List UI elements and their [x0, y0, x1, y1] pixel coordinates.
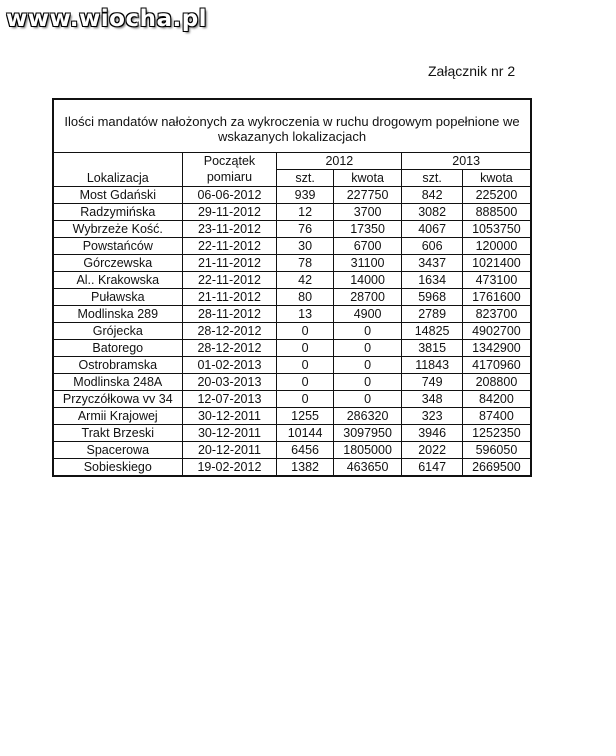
- cell-count-2012: 10144: [277, 425, 333, 442]
- cell-amount-2013: 1342900: [462, 340, 531, 357]
- table-row: [53, 374, 531, 391]
- cell-count-2013: 3946: [402, 425, 463, 442]
- cell-start-date: 21-11-2012: [182, 255, 277, 272]
- cell-start-date: 30-12-2011: [182, 425, 277, 442]
- cell-count-2012: 1382: [277, 459, 333, 477]
- cell-amount-2012: 17350: [333, 221, 402, 238]
- table-title: Ilości mandatów nałożonych za wykroczenia w ruchu drogowym popełnione we wskazanych lokalizacjach: [53, 99, 531, 153]
- cell-start-date: 23-11-2012: [182, 221, 277, 238]
- cell-start-date: 06-06-2012: [182, 187, 277, 204]
- cell-count-2012: 0: [277, 391, 333, 408]
- header-count-2013: szt.: [402, 170, 463, 187]
- cell-location: Spacerowa: [53, 442, 182, 459]
- cell-amount-2013: 1021400: [462, 255, 531, 272]
- cell-count-2013: 348: [402, 391, 463, 408]
- cell-amount-2013: 1252350: [462, 425, 531, 442]
- cell-location: Al.. Krakowska: [53, 272, 182, 289]
- cell-amount-2013: 888500: [462, 204, 531, 221]
- cell-start-date: 22-11-2012: [182, 272, 277, 289]
- cell-amount-2013: 1761600: [462, 289, 531, 306]
- cell-start-date: 22-11-2012: [182, 238, 277, 255]
- table-row: [53, 408, 531, 425]
- cell-amount-2012: 0: [333, 374, 402, 391]
- cell-amount-2012: 6700: [333, 238, 402, 255]
- cell-amount-2013: 84200: [462, 391, 531, 408]
- cell-location: Modlinska 248A: [53, 374, 182, 391]
- cell-location: Modlinska 289: [53, 306, 182, 323]
- header-location: Lokalizacja: [53, 153, 182, 187]
- cell-count-2013: 2022: [402, 442, 463, 459]
- cell-amount-2013: 4170960: [462, 357, 531, 374]
- table-row: [53, 425, 531, 442]
- site-watermark: www.wiocha.pl: [6, 6, 208, 32]
- cell-start-date: 28-12-2012: [182, 340, 277, 357]
- table-row: [53, 442, 531, 459]
- cell-amount-2012: 4900: [333, 306, 402, 323]
- header-year-2012: 2012: [277, 153, 402, 170]
- table-row: [53, 238, 531, 255]
- cell-location: Radzymińska: [53, 204, 182, 221]
- table-row: [53, 221, 531, 238]
- cell-amount-2013: 4902700: [462, 323, 531, 340]
- cell-start-date: 28-12-2012: [182, 323, 277, 340]
- cell-amount-2013: 1053750: [462, 221, 531, 238]
- cell-count-2013: 1634: [402, 272, 463, 289]
- cell-amount-2012: 463650: [333, 459, 402, 477]
- cell-count-2013: 842: [402, 187, 463, 204]
- cell-count-2013: 606: [402, 238, 463, 255]
- cell-count-2013: 2789: [402, 306, 463, 323]
- cell-location: Przyczółkowa vv 34: [53, 391, 182, 408]
- cell-location: Trakt Brzeski: [53, 425, 182, 442]
- cell-count-2013: 4067: [402, 221, 463, 238]
- cell-count-2012: 1255: [277, 408, 333, 425]
- cell-amount-2013: 2669500: [462, 459, 531, 477]
- cell-count-2013: 749: [402, 374, 463, 391]
- cell-start-date: 30-12-2011: [182, 408, 277, 425]
- cell-location: Wybrzeże Kość.: [53, 221, 182, 238]
- cell-location: Sobieskiego: [53, 459, 182, 477]
- cell-amount-2013: 473100: [462, 272, 531, 289]
- cell-start-date: 12-07-2013: [182, 391, 277, 408]
- cell-count-2012: 939: [277, 187, 333, 204]
- cell-amount-2012: 0: [333, 357, 402, 374]
- cell-location: Powstańców: [53, 238, 182, 255]
- cell-count-2013: 3082: [402, 204, 463, 221]
- table-row: [53, 204, 531, 221]
- cell-amount-2012: 3097950: [333, 425, 402, 442]
- cell-count-2013: 5968: [402, 289, 463, 306]
- cell-amount-2012: 3700: [333, 204, 402, 221]
- cell-count-2012: 76: [277, 221, 333, 238]
- cell-amount-2012: 286320: [333, 408, 402, 425]
- table-row: [53, 289, 531, 306]
- header-amount-2012: kwota: [333, 170, 402, 187]
- table-body: [53, 187, 531, 477]
- cell-start-date: 20-03-2013: [182, 374, 277, 391]
- header-start-line1: Początek: [182, 153, 277, 170]
- cell-count-2012: 0: [277, 374, 333, 391]
- cell-count-2013: 3437: [402, 255, 463, 272]
- header-amount-2013: kwota: [462, 170, 531, 187]
- cell-location: Ostrobramska: [53, 357, 182, 374]
- table-row: [53, 391, 531, 408]
- cell-location: Grójecka: [53, 323, 182, 340]
- table-row: [53, 323, 531, 340]
- table-row: [53, 340, 531, 357]
- header-count-2012: szt.: [277, 170, 333, 187]
- cell-amount-2012: 0: [333, 391, 402, 408]
- cell-amount-2012: 28700: [333, 289, 402, 306]
- cell-count-2013: 323: [402, 408, 463, 425]
- cell-amount-2012: 31100: [333, 255, 402, 272]
- cell-location: Batorego: [53, 340, 182, 357]
- table-row: [53, 357, 531, 374]
- cell-count-2012: 78: [277, 255, 333, 272]
- table-row: [53, 255, 531, 272]
- cell-start-date: 28-11-2012: [182, 306, 277, 323]
- header-start-line2: pomiaru: [182, 170, 277, 187]
- cell-start-date: 21-11-2012: [182, 289, 277, 306]
- table-row: [53, 272, 531, 289]
- cell-count-2012: 30: [277, 238, 333, 255]
- cell-amount-2013: 823700: [462, 306, 531, 323]
- table-row: [53, 187, 531, 204]
- cell-count-2013: 14825: [402, 323, 463, 340]
- cell-count-2012: 0: [277, 340, 333, 357]
- cell-amount-2012: 1805000: [333, 442, 402, 459]
- cell-amount-2013: 120000: [462, 238, 531, 255]
- cell-location: Puławska: [53, 289, 182, 306]
- cell-count-2012: 0: [277, 357, 333, 374]
- header-year-2013: 2013: [402, 153, 531, 170]
- cell-amount-2012: 0: [333, 323, 402, 340]
- cell-start-date: 29-11-2012: [182, 204, 277, 221]
- cell-amount-2013: 596050: [462, 442, 531, 459]
- cell-location: Armii Krajowej: [53, 408, 182, 425]
- cell-amount-2012: 14000: [333, 272, 402, 289]
- cell-count-2013: 6147: [402, 459, 463, 477]
- attachment-label: Załącznik nr 2: [428, 63, 516, 79]
- table-row: [53, 459, 531, 477]
- cell-start-date: 19-02-2012: [182, 459, 277, 477]
- fines-table: [52, 98, 532, 477]
- cell-start-date: 20-12-2011: [182, 442, 277, 459]
- cell-count-2013: 11843: [402, 357, 463, 374]
- cell-amount-2012: 0: [333, 340, 402, 357]
- cell-count-2013: 3815: [402, 340, 463, 357]
- cell-count-2012: 42: [277, 272, 333, 289]
- cell-amount-2012: 227750: [333, 187, 402, 204]
- cell-count-2012: 6456: [277, 442, 333, 459]
- cell-amount-2013: 208800: [462, 374, 531, 391]
- cell-count-2012: 13: [277, 306, 333, 323]
- cell-amount-2013: 225200: [462, 187, 531, 204]
- cell-amount-2013: 87400: [462, 408, 531, 425]
- cell-count-2012: 12: [277, 204, 333, 221]
- cell-start-date: 01-02-2013: [182, 357, 277, 374]
- cell-count-2012: 80: [277, 289, 333, 306]
- cell-location: Most Gdański: [53, 187, 182, 204]
- table-row: [53, 306, 531, 323]
- cell-count-2012: 0: [277, 323, 333, 340]
- cell-location: Górczewska: [53, 255, 182, 272]
